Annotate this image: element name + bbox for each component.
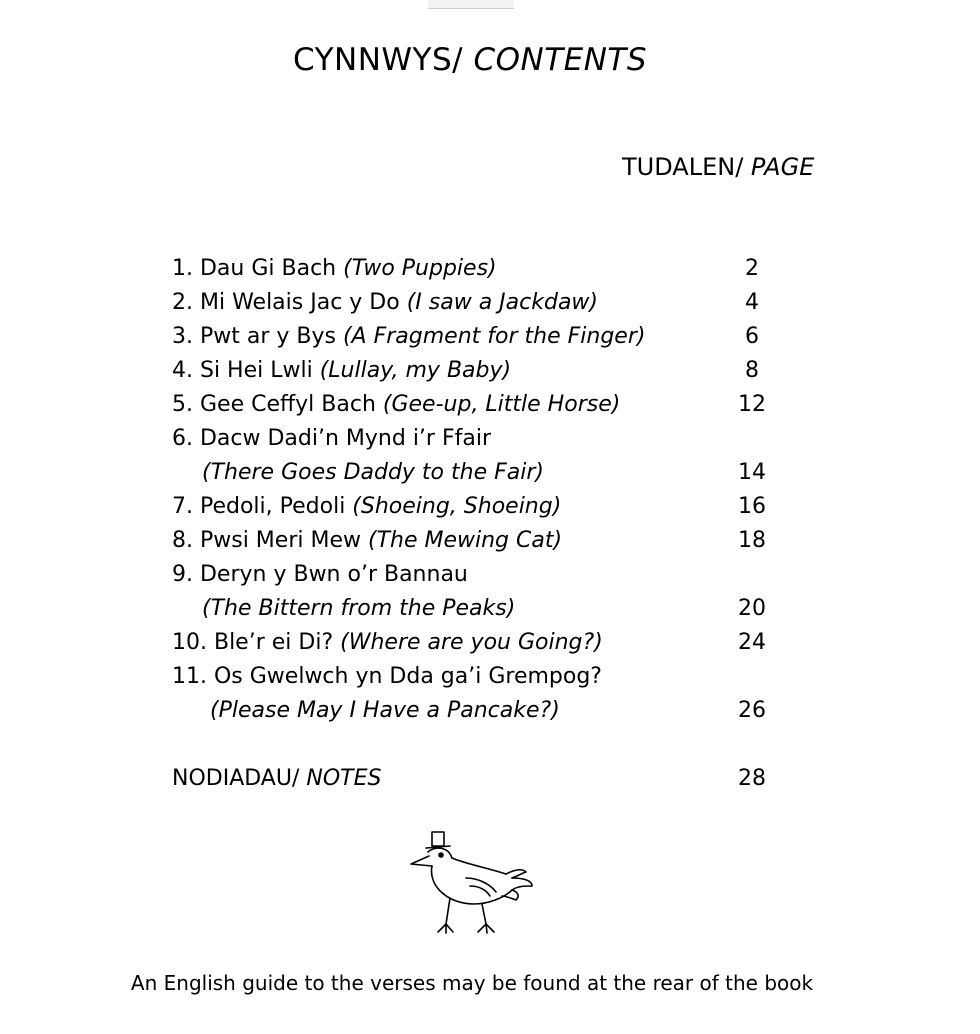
entry-title-english: (Lullay, my Baby) bbox=[319, 358, 512, 383]
toc-entry[interactable] bbox=[172, 290, 792, 324]
toc-entry-line2[interactable] bbox=[172, 596, 792, 630]
entry-title-welsh: 8. Pwsi Meri Mew bbox=[172, 528, 368, 553]
entry-title-english: (I saw a Jackdaw) bbox=[406, 290, 598, 315]
entry-title-welsh: 6. Dacw Dadi’n Mynd i’r Ffair bbox=[172, 426, 491, 451]
entry-title-english: (A Fragment for the Finger) bbox=[342, 324, 646, 349]
entry-title-english: (The Mewing Cat) bbox=[367, 528, 563, 553]
entry-page-number: 20 bbox=[738, 596, 766, 621]
entry-title-welsh: 10. Ble’r ei Di? bbox=[172, 630, 341, 655]
page-header-english: PAGE bbox=[750, 153, 815, 181]
table-of-contents bbox=[172, 256, 792, 800]
entry-page-number: 2 bbox=[745, 256, 759, 281]
entry-page-number: 24 bbox=[738, 630, 766, 655]
toc-entry[interactable] bbox=[172, 494, 792, 528]
title-english: CONTENTS bbox=[473, 42, 648, 78]
toc-entry-line2[interactable] bbox=[172, 698, 792, 732]
toc-entry[interactable] bbox=[172, 392, 792, 426]
entry-page-number: 18 bbox=[738, 528, 766, 553]
page-title bbox=[0, 42, 940, 78]
entry-title-english: (Gee-up, Little Horse) bbox=[382, 392, 621, 417]
toc-entry[interactable] bbox=[172, 630, 792, 664]
page-column-header bbox=[622, 153, 814, 181]
page-top-fragment bbox=[428, 0, 514, 9]
title-welsh: CYNNWYS/ bbox=[292, 42, 474, 78]
entry-title-english: (Shoeing, Shoeing) bbox=[352, 494, 562, 519]
entry-title-welsh: 1. Dau Gi Bach bbox=[172, 256, 344, 281]
toc-entry-line1[interactable] bbox=[172, 664, 792, 698]
entry-page-number: 14 bbox=[738, 460, 766, 485]
notes-title-english: NOTES bbox=[306, 766, 382, 791]
entry-title-welsh: 5. Gee Ceffyl Bach bbox=[172, 392, 383, 417]
entry-title-english: (Two Puppies) bbox=[343, 256, 497, 281]
toc-entry-line1[interactable] bbox=[172, 426, 792, 460]
entry-page-number: 12 bbox=[738, 392, 766, 417]
toc-entry-line2[interactable] bbox=[172, 460, 792, 494]
notes-title-welsh: NODIADAU/ bbox=[172, 766, 307, 791]
entry-title-english: (Please May I Have a Pancake?) bbox=[210, 698, 560, 723]
entry-page-number: 26 bbox=[738, 698, 766, 723]
entry-title-english: (The Bittern from the Peaks) bbox=[202, 596, 516, 621]
toc-entry[interactable] bbox=[172, 358, 792, 392]
entry-title-welsh: 7. Pedoli, Pedoli bbox=[172, 494, 353, 519]
entry-title-welsh: 2. Mi Welais Jac y Do bbox=[172, 290, 407, 315]
page-header-welsh: TUDALEN/ bbox=[622, 153, 751, 181]
entry-page-number: 4 bbox=[745, 290, 759, 315]
toc-entry[interactable] bbox=[172, 324, 792, 358]
notes-page-number: 28 bbox=[738, 766, 766, 791]
toc-entry-line1[interactable] bbox=[172, 562, 792, 596]
entry-title-welsh: 4. Si Hei Lwli bbox=[172, 358, 320, 383]
toc-entry[interactable] bbox=[172, 528, 792, 562]
entry-title-english: (Where are you Going?) bbox=[340, 630, 603, 655]
footer-note: An English guide to the verses may be found at the rear of the book bbox=[130, 971, 814, 995]
toc-entry[interactable] bbox=[172, 256, 792, 290]
bird-with-top-hat-icon bbox=[408, 828, 538, 938]
entry-title-welsh: 3. Pwt ar y Bys bbox=[172, 324, 343, 349]
entry-title-welsh: 11. Os Gwelwch yn Dda ga’i Grempog? bbox=[172, 664, 602, 689]
entry-page-number: 16 bbox=[738, 494, 766, 519]
entry-page-number: 8 bbox=[745, 358, 759, 383]
entry-title-welsh: 9. Deryn y Bwn o’r Bannau bbox=[172, 562, 468, 587]
entry-title-english: (There Goes Daddy to the Fair) bbox=[202, 460, 544, 485]
entry-page-number: 6 bbox=[745, 324, 759, 349]
toc-notes-entry[interactable] bbox=[172, 766, 792, 800]
